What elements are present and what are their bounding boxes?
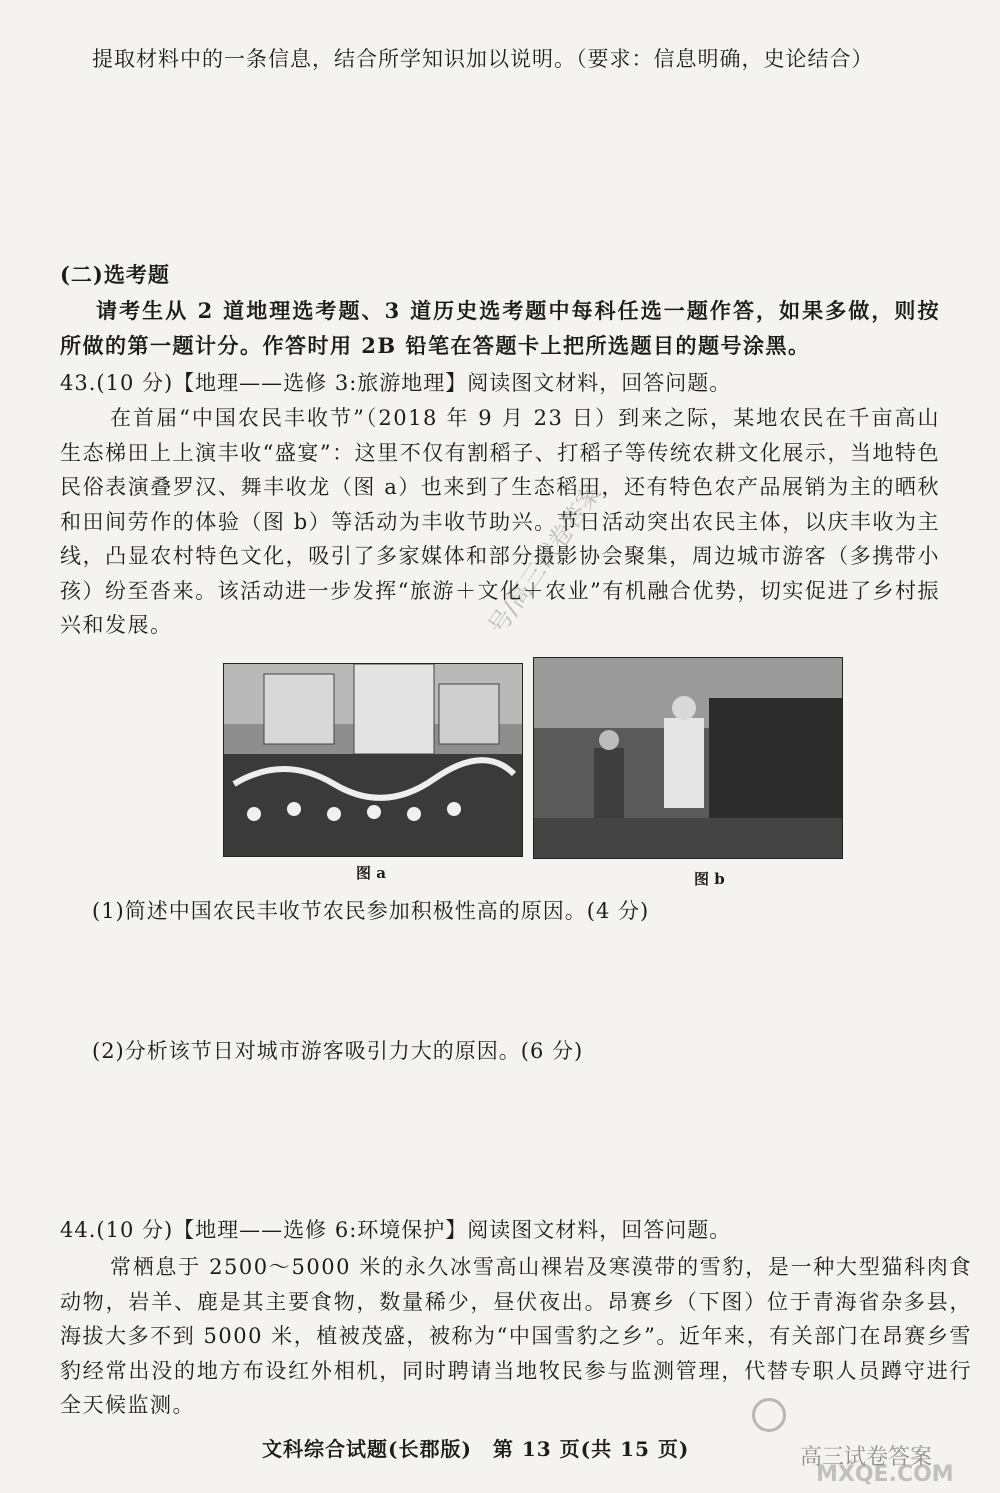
field-work-image	[534, 658, 842, 858]
section-instruction: 请考生从 2 道地理选考题、3 道历史选考题中每科任选一题作答，如果多做，则按所做的第一题计分。作答时用 2B 铅笔在答题卡上把所选题目的题号涂黑。	[60, 298, 940, 358]
question-43-header: 43.(10 分)【地理——选修 3:旅游地理】阅读图文材料，回答问题。	[60, 371, 732, 395]
question-43-passage: 在首届“中国农民丰收节”（2018 年 9 月 23 日）到来之际，某地农民在千亩高山生态梯田上上演丰收“盛宴”：这里不仅有割稻子、打稻子等传统农耕文化展示，当地特色民俗表演叠罗汉、舞丰收龙（图 a）也来到了生态稻田，还有特色农产品展销为主的晒秋和田间劳作的体验（图 b）等活动为丰收节助兴。节日活动突出农民主体，以庆丰收为主线，凸显农村特色文化，吸引了多家媒体和部分摄影协会聚集，周边城市游客（多携带小孩）纷至沓来。该活动进一步发挥“旅游＋文化＋农业”有机融合优势，切实促进了乡村振兴和发展。	[60, 406, 940, 637]
question-43-sub-1: (1)简述中国农民丰收节农民参加积极性高的原因。(4 分)	[92, 899, 650, 923]
section-title: (二)选考题	[60, 262, 170, 287]
corner-watermark: 高三试卷答案	[800, 1445, 933, 1470]
site-watermark: MXQE.COM	[816, 1462, 954, 1487]
intro-line: 提取材料中的一条信息，结合所学知识加以说明。（要求：信息明确，史论结合）	[92, 47, 874, 71]
question-44-passage: 常栖息于 2500～5000 米的永久冰雪高山裸岩及寒漠带的雪豹，是一种大型猫科肉食动物，岩羊、鹿是其主要食物，数量稀少，昼伏夜出。昂赛乡（下图）位于青海省杂多县，海拔大多不到 5000 米，植被茂盛，被称为“中国雪豹之乡”。近年来，有关部门在昂赛乡雪豹经常出没的地方布设红外相机，同时聘请当地牧民参与监测管理，代替专职人员蹲守进行全天候监测。	[60, 1255, 972, 1417]
question-44-header: 44.(10 分)【地理——选修 6:环境保护】阅读图文材料，回答问题。	[60, 1218, 732, 1242]
question-43-sub-2: (2)分析该节日对城市游客吸引力大的原因。(6 分)	[92, 1039, 584, 1063]
watermark-logo-icon	[752, 1398, 786, 1432]
page-footer: 文科综合试题(长郡版) 第 13 页(共 15 页)	[262, 1437, 690, 1461]
figure-a-caption: 图 a	[356, 864, 386, 882]
figure-b-photo	[533, 657, 843, 859]
figure-b-caption: 图 b	[694, 870, 725, 888]
diagonal-watermark: 号/高三试卷答案	[482, 479, 607, 640]
dragon-dance-image	[224, 664, 522, 856]
figure-a-photo	[223, 663, 523, 857]
